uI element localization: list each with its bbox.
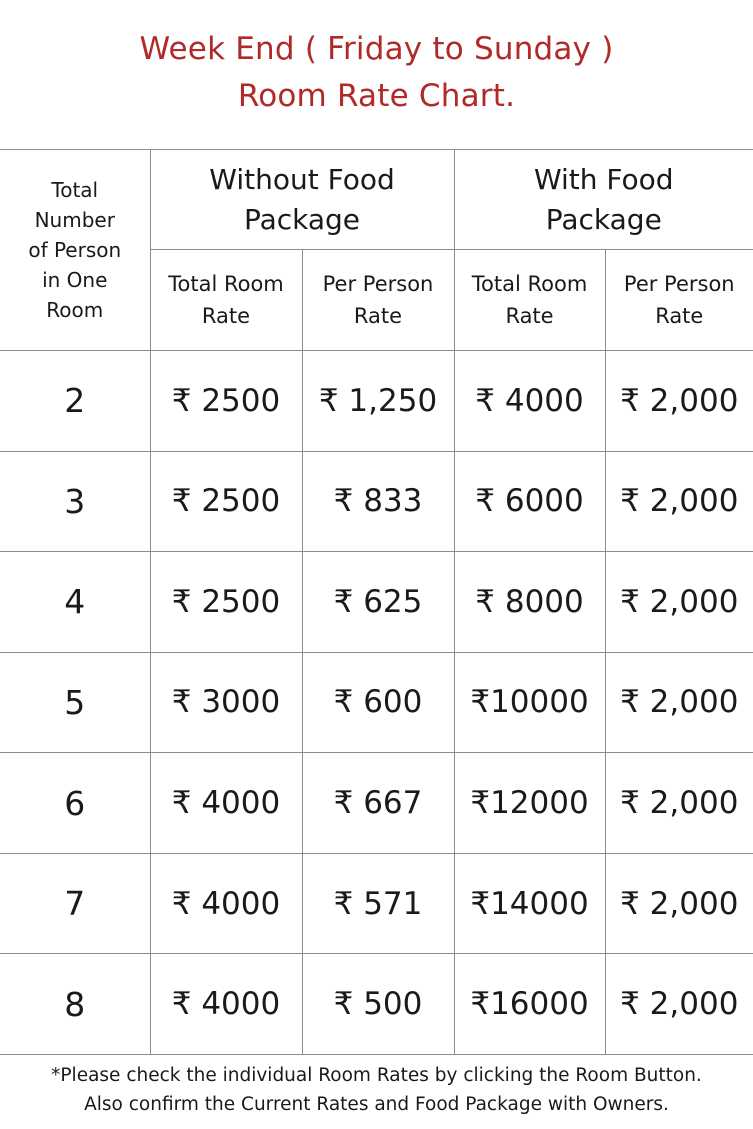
title-line-1: Week End ( Friday to Sunday ) bbox=[139, 31, 614, 67]
with-food-total-cell: ₹16000 bbox=[454, 954, 605, 1055]
with-food-total-cell: ₹10000 bbox=[454, 652, 605, 753]
with-food-per-person-cell: ₹ 2,000 bbox=[605, 853, 753, 954]
footer-note bbox=[0, 1061, 753, 1119]
persons-cell: 8 bbox=[0, 954, 150, 1055]
without-food-per-person-cell: ₹ 667 bbox=[302, 753, 454, 854]
without-food-total-cell: ₹ 2500 bbox=[150, 552, 302, 653]
persons-cell: 6 bbox=[0, 753, 150, 854]
header-with-food-package: With Food Package bbox=[454, 150, 753, 250]
persons-cell: 7 bbox=[0, 853, 150, 954]
with-food-per-person-cell: ₹ 2,000 bbox=[605, 753, 753, 854]
with-food-per-person-cell: ₹ 2,000 bbox=[605, 552, 753, 653]
room-rate-table bbox=[0, 149, 753, 1055]
with-food-per-person-cell: ₹ 2,000 bbox=[605, 954, 753, 1055]
table-row bbox=[0, 351, 753, 452]
table-row bbox=[0, 753, 753, 854]
header-without-food-per-person-rate: Per Person Rate bbox=[302, 250, 454, 351]
without-food-total-cell: ₹ 4000 bbox=[150, 853, 302, 954]
with-food-total-cell: ₹14000 bbox=[454, 853, 605, 954]
page-title bbox=[0, 26, 753, 120]
without-food-total-cell: ₹ 2500 bbox=[150, 351, 302, 452]
without-food-total-cell: ₹ 4000 bbox=[150, 954, 302, 1055]
header-with-food-per-person-rate: Per Person Rate bbox=[605, 250, 753, 351]
footer-note-line-2: Also confirm the Current Rates and Food Package with Owners. bbox=[84, 1094, 669, 1115]
without-food-per-person-cell: ₹ 625 bbox=[302, 552, 454, 653]
without-food-per-person-cell: ₹ 1,250 bbox=[302, 351, 454, 452]
header-with-food-total-room-rate: Total Room Rate bbox=[454, 250, 605, 351]
with-food-per-person-cell: ₹ 2,000 bbox=[605, 652, 753, 753]
without-food-per-person-cell: ₹ 500 bbox=[302, 954, 454, 1055]
persons-cell: 3 bbox=[0, 451, 150, 552]
without-food-total-cell: ₹ 3000 bbox=[150, 652, 302, 753]
with-food-total-cell: ₹ 8000 bbox=[454, 552, 605, 653]
header-without-food-package: Without Food Package bbox=[150, 150, 454, 250]
with-food-total-cell: ₹12000 bbox=[454, 753, 605, 854]
persons-cell: 5 bbox=[0, 652, 150, 753]
header-persons-per-room: Total Number of Person in One Room bbox=[0, 150, 150, 351]
with-food-total-cell: ₹ 6000 bbox=[454, 451, 605, 552]
header-without-food-total-room-rate: Total Room Rate bbox=[150, 250, 302, 351]
without-food-total-cell: ₹ 4000 bbox=[150, 753, 302, 854]
without-food-per-person-cell: ₹ 833 bbox=[302, 451, 454, 552]
without-food-per-person-cell: ₹ 600 bbox=[302, 652, 454, 753]
with-food-per-person-cell: ₹ 2,000 bbox=[605, 451, 753, 552]
without-food-per-person-cell: ₹ 571 bbox=[302, 853, 454, 954]
table-row bbox=[0, 853, 753, 954]
with-food-total-cell: ₹ 4000 bbox=[454, 351, 605, 452]
table-row bbox=[0, 652, 753, 753]
title-line-2: Room Rate Chart. bbox=[237, 78, 516, 114]
table-row bbox=[0, 954, 753, 1055]
with-food-per-person-cell: ₹ 2,000 bbox=[605, 351, 753, 452]
without-food-total-cell: ₹ 2500 bbox=[150, 451, 302, 552]
table-row bbox=[0, 552, 753, 653]
persons-cell: 2 bbox=[0, 351, 150, 452]
footer-note-line-1: *Please check the individual Room Rates by clicking the Room Button. bbox=[51, 1065, 702, 1086]
table-row bbox=[0, 451, 753, 552]
persons-cell: 4 bbox=[0, 552, 150, 653]
